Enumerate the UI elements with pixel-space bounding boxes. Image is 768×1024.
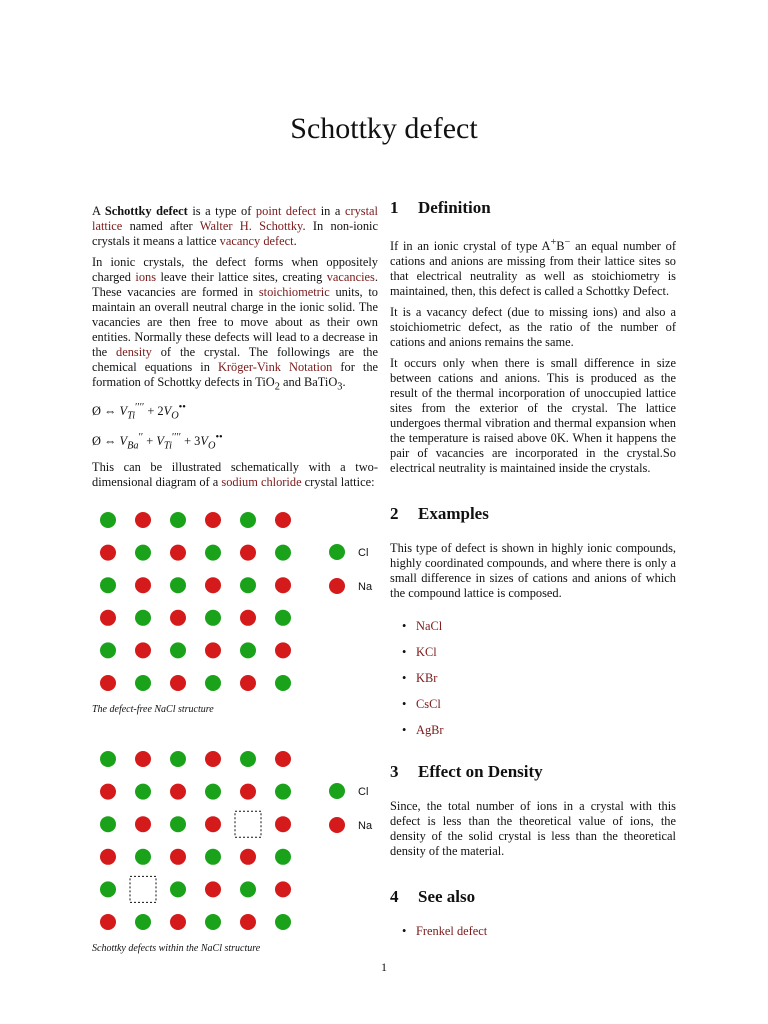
density-paragraph: Since, the total number of ions in a crystal with this defect is less than the theoretical value of ions, the density of the solid crystal is less than the theoretical density of the material.: [390, 799, 676, 859]
link-point-defect[interactable]: point defect: [255, 204, 317, 218]
cl-ion: [205, 609, 221, 625]
section-density-heading: [390, 762, 676, 782]
cl-ion: [205, 783, 221, 799]
diagram-intro-paragraph: [92, 460, 378, 490]
examples-list: [390, 619, 676, 738]
text: leave their lattice sites, creating: [156, 270, 327, 284]
eq-text: + 3: [181, 434, 201, 449]
lattice-diagram-schottky: [92, 747, 378, 937]
eq-sub: O: [207, 440, 216, 452]
cl-ion: [100, 881, 116, 897]
link-density[interactable]: density: [116, 345, 152, 359]
link-vacancies[interactable]: vacancies: [326, 270, 375, 284]
link-crystal-lattice[interactable]: crystal lattice: [92, 204, 378, 233]
na-ion: [205, 751, 221, 767]
cl-ion: [170, 512, 186, 528]
cl-ion: [240, 751, 256, 767]
examples-paragraph: This type of defect is shown in highly ionic compounds, highly coordinated compounds, and where there is only a small difference in sizes of cations and anions of which the compound lattice is composed.: [390, 541, 676, 601]
na-ion: [170, 675, 186, 691]
legend-cl-marker: [329, 783, 345, 799]
cl-ion: [205, 675, 221, 691]
cl-ion: [170, 642, 186, 658]
na-ion: [170, 914, 186, 930]
na-ion: [100, 783, 116, 799]
section-number: 3: [390, 762, 399, 782]
na-ion: [170, 544, 186, 560]
text: in a: [316, 204, 345, 218]
na-ion: [275, 751, 291, 767]
cl-ion: [275, 675, 291, 691]
cl-ion: [135, 783, 151, 799]
na-ion: [205, 577, 221, 593]
eq-sup: ′′′′: [135, 402, 145, 414]
section-see-also-heading: [390, 887, 676, 907]
section-title: See also: [418, 887, 476, 907]
caption-schottky: Schottky defects within the NaCl structure: [92, 942, 261, 954]
section-title: Effect on Density: [418, 762, 543, 782]
text: B: [556, 239, 565, 254]
na-ion: [275, 881, 291, 897]
text: If in an ionic crystal of type A: [390, 239, 551, 254]
legend-na-marker: [329, 817, 345, 833]
cl-ion: [240, 512, 256, 528]
cl-ion: [170, 881, 186, 897]
na-ion: [135, 642, 151, 658]
cl-ion: [170, 751, 186, 767]
section-title: Examples: [418, 504, 489, 524]
caption-defect-free: The defect-free NaCl structure: [92, 703, 214, 715]
na-ion: [170, 848, 186, 864]
eq-sub: Ti: [127, 411, 136, 423]
definition-paragraph-1: [390, 235, 676, 299]
na-ion: [275, 512, 291, 528]
section-number: 2: [390, 504, 399, 524]
cl-ion: [100, 751, 116, 767]
text: units, to maintain an overall neutral charge in the ionic solid. The vacancies are then free to move about as their own entities. Normally these defects will lead to a decrease in the: [92, 285, 378, 359]
cl-ion: [135, 914, 151, 930]
eq-sup: ••: [178, 402, 186, 414]
section-number: 1: [390, 198, 399, 217]
intro-paragraph: [92, 204, 378, 249]
section-definition-heading: [390, 200, 676, 215]
na-ion: [240, 675, 256, 691]
na-ion: [205, 881, 221, 897]
na-ion: [205, 642, 221, 658]
text: This can be illustrated schematically with a two-dimensional diagram of a: [92, 459, 378, 489]
eq-var: V: [163, 404, 172, 419]
link-nacl[interactable]: NaCl: [416, 619, 443, 634]
eq-var: V: [200, 434, 208, 449]
subscript: 3: [337, 381, 343, 393]
eq-sub: Ba: [127, 440, 139, 452]
na-ion: [135, 512, 151, 528]
cl-ion: [240, 577, 256, 593]
na-ion: [170, 609, 186, 625]
equation-tio2: [92, 400, 378, 424]
eq-var: V: [156, 434, 164, 449]
text: .: [342, 375, 346, 389]
legend-cl-label: Cl: [358, 785, 369, 798]
page-title: Schottky defect: [290, 112, 478, 145]
na-ion: [135, 816, 151, 832]
na-ion: [275, 816, 291, 832]
na-ion: [135, 577, 151, 593]
text: A: [92, 204, 105, 218]
text: crystal lattice:: [301, 474, 375, 489]
cl-ion: [135, 544, 151, 560]
text: .: [293, 234, 297, 248]
right-column: [390, 200, 676, 950]
vacancy-site: [130, 876, 156, 902]
na-ion: [170, 783, 186, 799]
lattice-diagram-defect-free: [92, 508, 378, 698]
cl-ion: [240, 881, 256, 897]
list-item: [416, 645, 676, 660]
eq-sup: ′′′′: [171, 432, 181, 444]
text: In ionic crystals, the defect forms when oppositely charged: [92, 255, 378, 284]
text: an equal number of cations and anions are missing from their lattice sites so that electrical neutrality as well as stoichiometry is maintained, then, this defect is called a Schottky Defect.: [390, 239, 676, 299]
list-item: [416, 924, 676, 939]
list-item: [416, 697, 676, 712]
na-ion: [100, 609, 116, 625]
link-walter-schottky[interactable]: Walter H. Schottky: [199, 219, 303, 233]
cl-ion: [275, 609, 291, 625]
cl-ion: [170, 577, 186, 593]
na-ion: [240, 914, 256, 930]
superscript: +: [550, 237, 557, 248]
ionic-paragraph: [92, 255, 378, 394]
lattice-svg: [92, 508, 382, 698]
legend-cl-marker: [329, 544, 345, 560]
link-kbr[interactable]: KBr: [416, 671, 438, 686]
list-item: [416, 619, 676, 634]
cl-ion: [100, 512, 116, 528]
link-ions[interactable]: ions: [135, 270, 157, 284]
link-cscl[interactable]: CsCl: [416, 697, 441, 712]
list-item: [416, 723, 676, 738]
cl-ion: [100, 642, 116, 658]
section-number: 4: [390, 887, 399, 907]
cl-ion: [205, 848, 221, 864]
bold-term: Schottky defect: [104, 204, 188, 218]
left-column: [92, 204, 378, 956]
subscript: 2: [274, 381, 280, 393]
text: of the crystal. The followings are the chemical equations in: [92, 345, 378, 374]
legend-na-label: Na: [358, 819, 373, 832]
eq-sup: ′′: [138, 432, 144, 444]
cl-ion: [205, 544, 221, 560]
section-title: Definition: [418, 198, 491, 217]
eq-text: Ø ⇔: [92, 404, 120, 419]
cl-ion: [135, 609, 151, 625]
link-kroger-vink[interactable]: Kröger-Vink Notation: [217, 360, 333, 374]
link-stoichiometric[interactable]: stoichiometric: [258, 285, 330, 299]
equation-batio3: [92, 430, 378, 454]
na-ion: [240, 783, 256, 799]
na-ion: [100, 914, 116, 930]
legend-cl-label: Cl: [358, 546, 369, 559]
superscript: −: [564, 237, 571, 248]
cl-ion: [205, 914, 221, 930]
na-ion: [135, 751, 151, 767]
lattice-svg: [92, 747, 382, 937]
na-ion: [240, 544, 256, 560]
cl-ion: [275, 848, 291, 864]
legend-na-label: Na: [358, 580, 373, 593]
na-ion: [205, 512, 221, 528]
list-item: [416, 671, 676, 686]
cl-ion: [275, 783, 291, 799]
cl-ion: [240, 642, 256, 658]
eq-text: Ø ⇔: [92, 434, 120, 449]
cl-ion: [275, 544, 291, 560]
definition-paragraph-2: It is a vacancy defect (due to missing ions) and also a stoichiometric defect, as the ratio of the number of cations and anions remains the same.: [390, 305, 676, 350]
na-ion: [100, 848, 116, 864]
text: . These vacancies are formed in: [92, 270, 378, 299]
na-ion: [100, 675, 116, 691]
eq-sub: Ti: [163, 440, 172, 452]
link-kcl[interactable]: KCl: [416, 645, 437, 660]
link-sodium-chloride[interactable]: sodium chloride: [221, 474, 302, 489]
eq-sup: ••: [215, 432, 223, 444]
cl-ion: [135, 848, 151, 864]
link-agbr[interactable]: AgBr: [416, 723, 444, 738]
na-ion: [240, 848, 256, 864]
eq-sub: O: [171, 411, 179, 423]
definition-paragraph-3: It occurs only when there is small difference in size between cations and anions. This is produced as the result of the thermal incorporation of unoccupied lattice sites from the exterior of the crystal. The lattice undergoes thermal vibration and thermal expansion when the temperature is raised above 0K. When it happens the pair of vacancies are incorporated in the crystal.So electrical neutrality is maintained inside the crystals.: [390, 356, 676, 476]
cl-ion: [100, 816, 116, 832]
text: is a type of: [187, 204, 256, 218]
vacancy-site: [235, 811, 261, 837]
link-vacancy-defect[interactable]: vacancy defect: [219, 234, 294, 248]
eq-text: +: [143, 434, 157, 449]
na-ion: [205, 816, 221, 832]
cl-ion: [135, 675, 151, 691]
text: . In non-ionic crystals it means a lattice: [92, 219, 378, 248]
eq-var: V: [119, 434, 128, 449]
na-ion: [240, 609, 256, 625]
text: for the formation of Schottky defects in TiO: [92, 360, 379, 389]
eq-var: V: [119, 404, 128, 419]
link-frenkel-defect[interactable]: Frenkel defect: [416, 924, 488, 939]
na-ion: [275, 642, 291, 658]
cl-ion: [275, 914, 291, 930]
section-examples-heading: [390, 504, 676, 524]
legend-na-marker: [329, 578, 345, 594]
text: named after: [122, 219, 200, 233]
see-also-list: [390, 924, 676, 939]
eq-text: + 2: [144, 404, 164, 419]
na-ion: [100, 544, 116, 560]
page-number: 1: [381, 960, 387, 974]
cl-ion: [100, 577, 116, 593]
text: and BaTiO: [279, 375, 338, 389]
na-ion: [275, 577, 291, 593]
cl-ion: [170, 816, 186, 832]
